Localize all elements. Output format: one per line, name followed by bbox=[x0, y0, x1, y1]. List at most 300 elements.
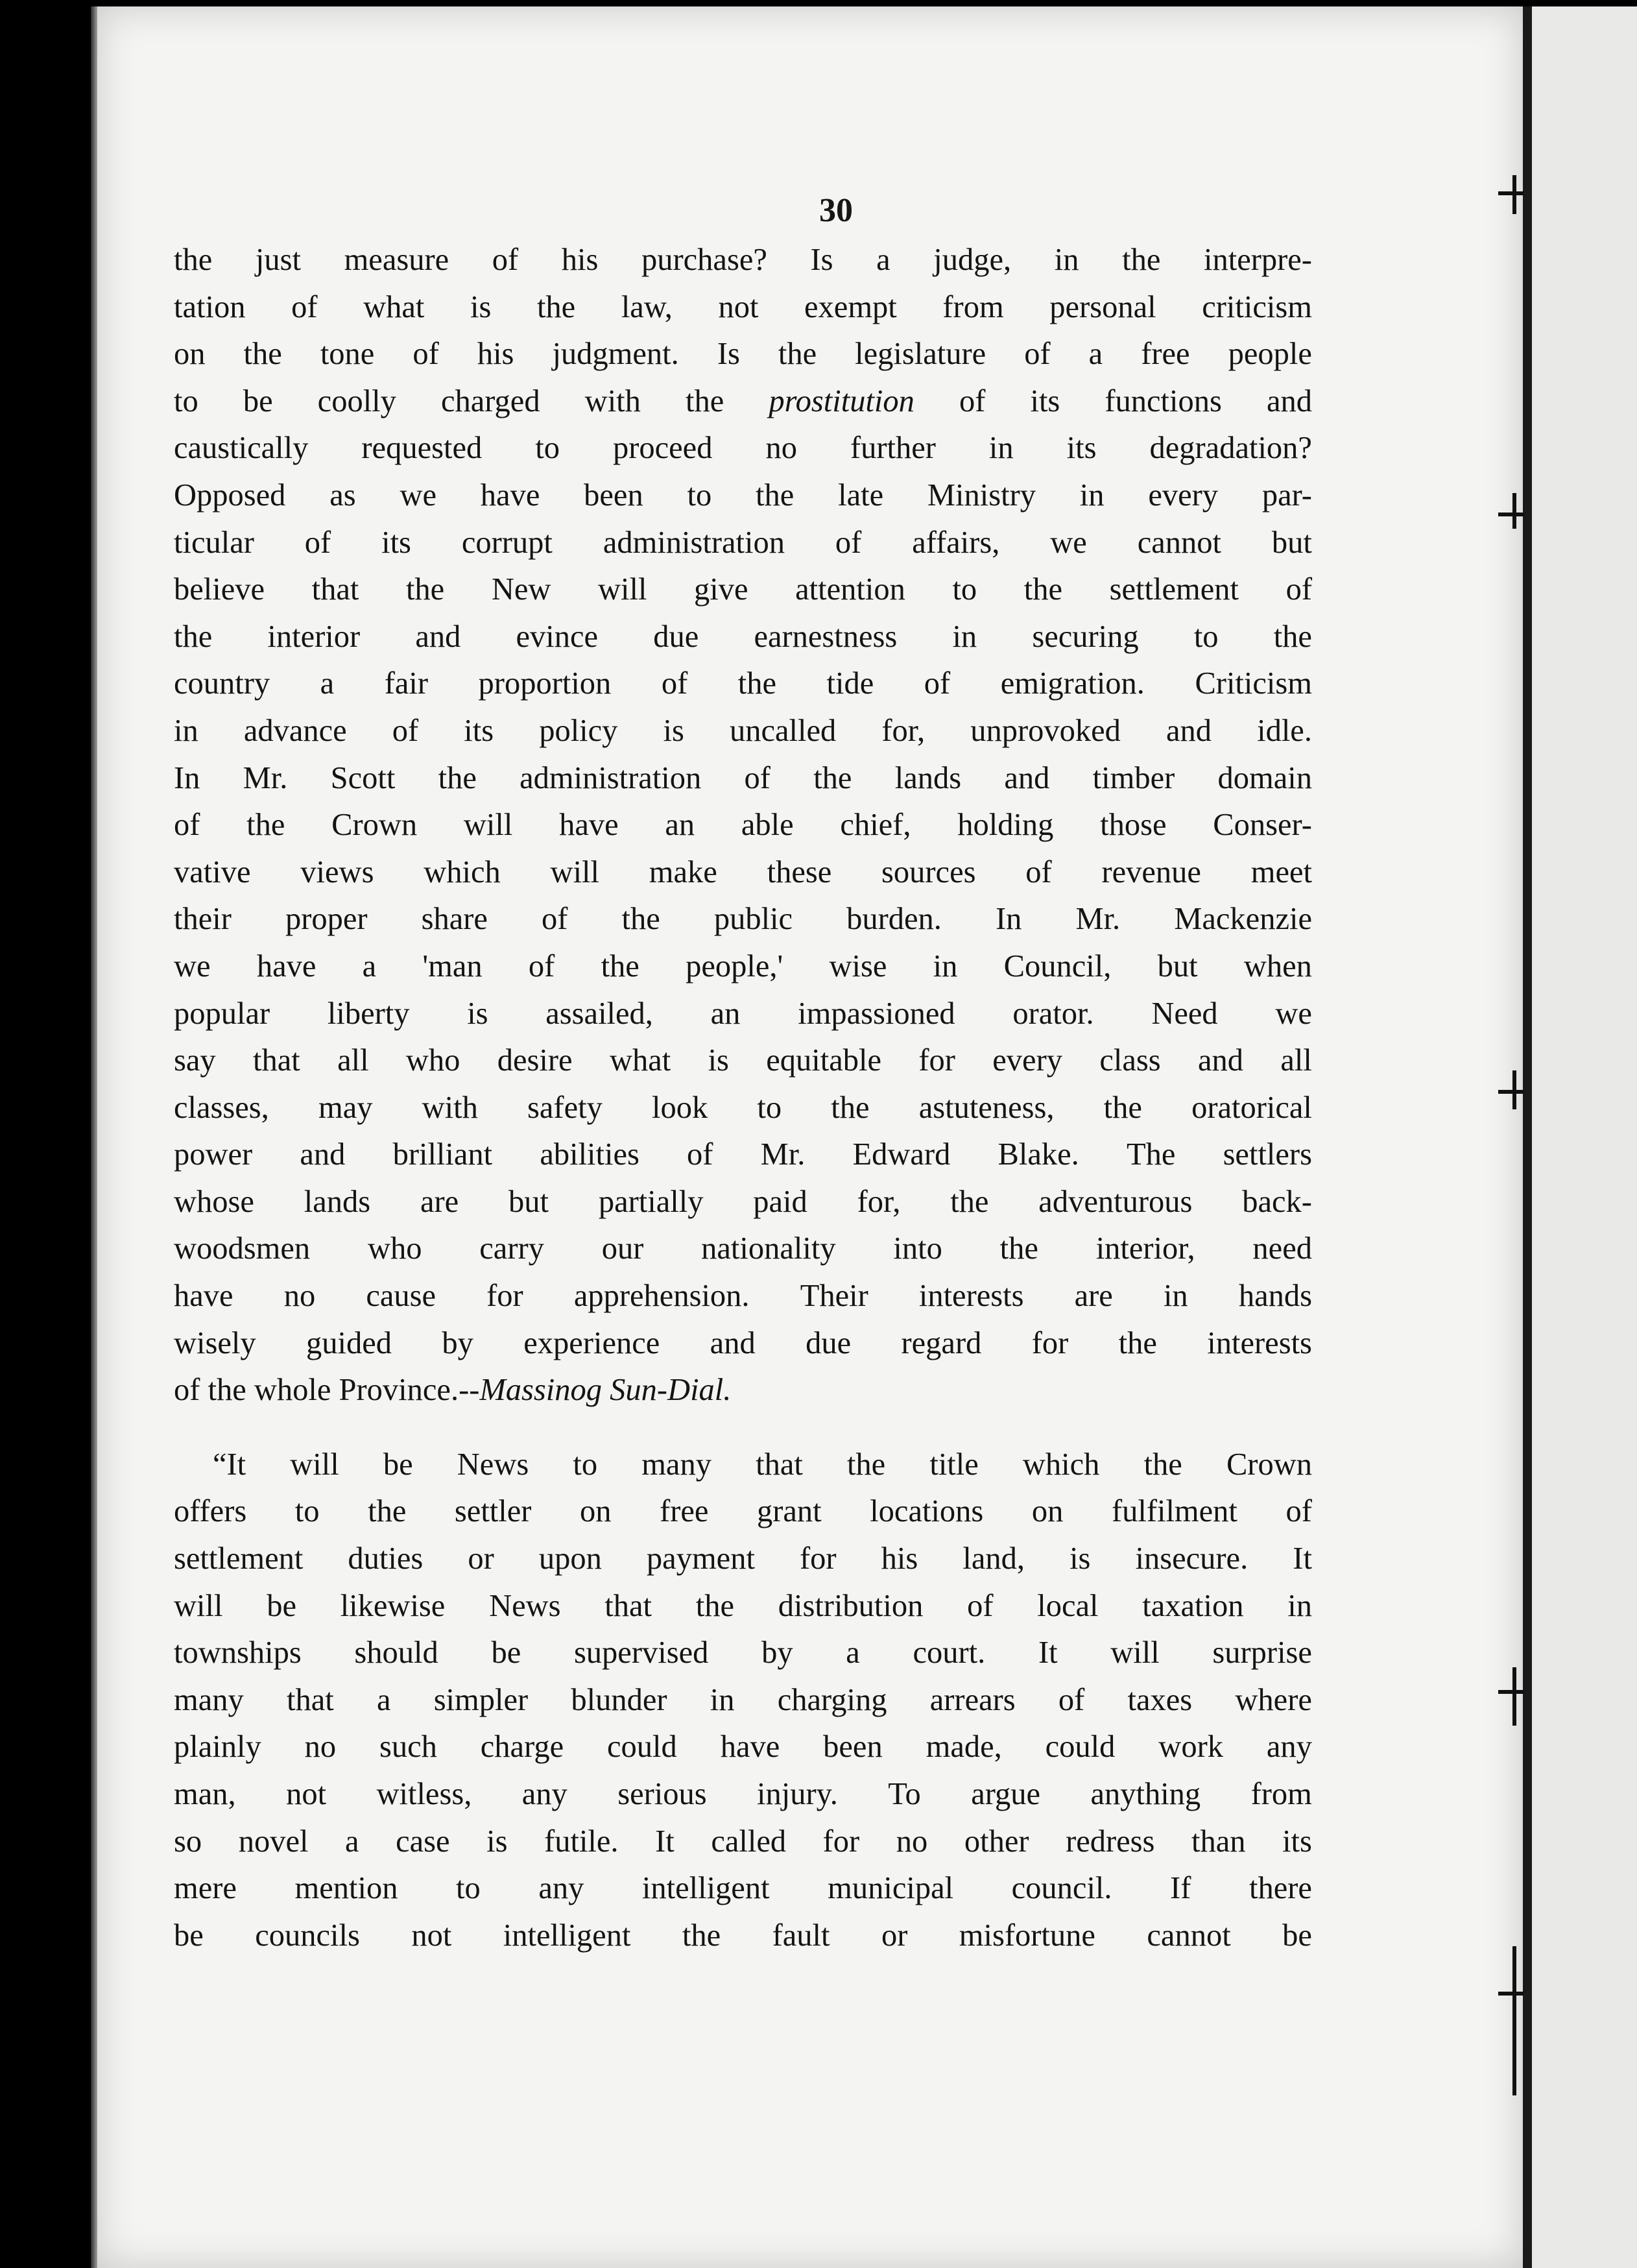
text-line bbox=[174, 708, 1312, 755]
word: simpler bbox=[433, 1682, 529, 1717]
word: tone bbox=[320, 337, 375, 372]
word: to bbox=[573, 1447, 598, 1482]
word: Mr. bbox=[760, 1137, 806, 1172]
word: to bbox=[687, 477, 712, 513]
word: we bbox=[400, 477, 436, 513]
word: back- bbox=[1242, 1184, 1312, 1219]
word: all bbox=[1280, 1043, 1312, 1078]
word: astuteness, bbox=[918, 1090, 1055, 1125]
word: in bbox=[1163, 1279, 1188, 1314]
word: need bbox=[1252, 1231, 1312, 1266]
text-line bbox=[174, 472, 1312, 520]
word: every bbox=[992, 1043, 1062, 1078]
word: redress bbox=[1066, 1824, 1155, 1859]
word: have bbox=[256, 948, 317, 983]
text-segment: of the whole Province.-- bbox=[174, 1373, 480, 1408]
word: of bbox=[291, 289, 318, 324]
word: such bbox=[379, 1730, 437, 1765]
word: of bbox=[744, 760, 771, 795]
word: 'man bbox=[422, 948, 483, 983]
word: emigration. bbox=[1000, 666, 1145, 701]
word: regard bbox=[901, 1325, 982, 1360]
word: upon bbox=[538, 1541, 602, 1576]
word: To bbox=[888, 1777, 921, 1811]
word: their bbox=[174, 902, 232, 937]
word: a bbox=[1088, 337, 1103, 372]
text-line bbox=[174, 1677, 1312, 1724]
word: Mackenzie bbox=[1174, 902, 1312, 937]
word: Need bbox=[1151, 996, 1218, 1031]
word: free bbox=[660, 1494, 709, 1529]
word: the bbox=[1023, 572, 1063, 607]
word: all bbox=[337, 1043, 369, 1078]
word: corrupt bbox=[461, 525, 553, 560]
word: the bbox=[778, 337, 817, 372]
word: give bbox=[694, 572, 748, 607]
word: of bbox=[528, 948, 555, 983]
word: been bbox=[823, 1730, 883, 1765]
word: local bbox=[1037, 1588, 1099, 1623]
word: should bbox=[354, 1635, 438, 1671]
word: what bbox=[609, 1043, 671, 1078]
text-line bbox=[174, 943, 1312, 991]
word: is bbox=[467, 996, 488, 1031]
word: interests bbox=[1207, 1325, 1312, 1360]
word: the bbox=[405, 572, 445, 607]
word: that bbox=[286, 1682, 334, 1717]
word: a bbox=[320, 666, 335, 701]
word: of bbox=[392, 713, 419, 748]
word: requested bbox=[361, 431, 483, 466]
word: wisely bbox=[174, 1325, 256, 1360]
word: will bbox=[463, 808, 513, 843]
word: many bbox=[174, 1682, 244, 1717]
word: other bbox=[964, 1824, 1029, 1859]
word: woodsmen bbox=[174, 1231, 311, 1266]
text-line bbox=[174, 896, 1312, 943]
word: the bbox=[174, 243, 213, 277]
word: land, bbox=[962, 1541, 1025, 1576]
word: to bbox=[1193, 619, 1219, 654]
word: but bbox=[508, 1184, 549, 1219]
word: its bbox=[1066, 431, 1097, 466]
word: of bbox=[687, 1137, 713, 1172]
word: attention bbox=[795, 572, 905, 607]
word: argue bbox=[971, 1777, 1041, 1811]
word: experience bbox=[523, 1325, 660, 1360]
text-line bbox=[174, 849, 1312, 897]
word: we bbox=[174, 948, 211, 983]
word: any bbox=[1266, 1730, 1312, 1765]
binding-mark bbox=[1512, 1070, 1516, 1109]
word: an bbox=[665, 808, 695, 843]
text-line bbox=[174, 614, 1312, 661]
word: of bbox=[959, 383, 986, 418]
word: partially bbox=[598, 1184, 704, 1219]
word: the bbox=[695, 1588, 734, 1623]
word: carry bbox=[479, 1231, 544, 1266]
word: tation bbox=[174, 289, 246, 324]
word: settlement bbox=[174, 1541, 304, 1576]
word: that bbox=[311, 572, 359, 607]
word: of bbox=[1285, 1494, 1312, 1529]
word: any bbox=[538, 1871, 584, 1906]
word: with bbox=[584, 383, 641, 418]
word: prostitution bbox=[769, 383, 914, 418]
word: class bbox=[1099, 1043, 1161, 1078]
word: taxes bbox=[1127, 1682, 1193, 1717]
word: to bbox=[535, 431, 560, 466]
word: which bbox=[1022, 1447, 1100, 1482]
word: we bbox=[1050, 525, 1087, 560]
word: measure bbox=[344, 243, 449, 277]
word: arrears bbox=[929, 1682, 1016, 1717]
word: share bbox=[421, 902, 488, 937]
word: anything bbox=[1090, 1777, 1201, 1811]
word: supervised bbox=[573, 1635, 709, 1671]
word: not bbox=[718, 289, 759, 324]
word: of bbox=[304, 525, 331, 560]
word: have bbox=[480, 477, 540, 513]
text-line bbox=[174, 1818, 1312, 1866]
word: Their bbox=[800, 1279, 868, 1314]
word: whose bbox=[174, 1184, 254, 1219]
word: Criticism bbox=[1195, 666, 1312, 701]
word: a bbox=[362, 948, 377, 983]
word: could bbox=[607, 1730, 677, 1765]
word: the bbox=[1122, 243, 1161, 277]
word: just bbox=[255, 243, 301, 277]
word: will bbox=[550, 854, 599, 889]
word: wise bbox=[829, 948, 887, 983]
binding-mark bbox=[1498, 1690, 1524, 1694]
word: or bbox=[881, 1918, 908, 1953]
word: of bbox=[1285, 572, 1312, 607]
word: with bbox=[422, 1090, 478, 1125]
word: in bbox=[933, 948, 958, 983]
word: The bbox=[1126, 1137, 1176, 1172]
word: administration bbox=[603, 525, 785, 560]
word: oratorical bbox=[1191, 1090, 1312, 1125]
word: distribution bbox=[778, 1588, 924, 1623]
word: guided bbox=[306, 1325, 392, 1360]
word: a bbox=[876, 243, 890, 277]
word: of bbox=[924, 666, 951, 701]
word: be bbox=[267, 1588, 296, 1623]
text-line bbox=[174, 1085, 1312, 1132]
word: and bbox=[710, 1325, 756, 1360]
binding-mark bbox=[1498, 513, 1524, 516]
word: people,' bbox=[686, 948, 783, 983]
word: townships bbox=[174, 1635, 302, 1671]
word: but bbox=[1271, 525, 1312, 560]
word: these bbox=[767, 854, 832, 889]
word: no bbox=[304, 1730, 337, 1765]
attribution: Massinog Sun-Dial. bbox=[479, 1373, 732, 1408]
word: will bbox=[597, 572, 647, 607]
word: interior bbox=[267, 619, 361, 654]
word: chief, bbox=[840, 808, 911, 843]
word: serious bbox=[617, 1777, 707, 1811]
word: for bbox=[918, 1043, 955, 1078]
word: insecure. bbox=[1135, 1541, 1249, 1576]
word: which bbox=[424, 854, 501, 889]
word: is bbox=[1069, 1541, 1091, 1576]
word: be bbox=[1282, 1918, 1312, 1953]
word: sources bbox=[881, 854, 976, 889]
word: any bbox=[521, 1777, 568, 1811]
word: be bbox=[243, 383, 273, 418]
word: have bbox=[174, 1279, 233, 1314]
word: of bbox=[967, 1588, 994, 1623]
word: charging bbox=[777, 1682, 887, 1717]
word: been bbox=[584, 477, 643, 513]
word: settlement bbox=[1109, 572, 1239, 607]
word: exempt bbox=[804, 289, 897, 324]
word: public bbox=[713, 902, 793, 937]
word: the bbox=[1273, 619, 1312, 654]
word: is bbox=[470, 289, 492, 324]
word: surprise bbox=[1212, 1635, 1312, 1671]
word: fulfilment bbox=[1111, 1494, 1237, 1529]
word: views bbox=[300, 854, 374, 889]
word: a bbox=[846, 1635, 860, 1671]
word: case bbox=[396, 1824, 450, 1859]
word: as bbox=[329, 477, 356, 513]
word: to bbox=[456, 1871, 481, 1906]
word: the bbox=[1118, 1325, 1157, 1360]
text-line bbox=[174, 1442, 1312, 1489]
word: in bbox=[1287, 1588, 1312, 1623]
binding-mark bbox=[1512, 1667, 1516, 1726]
word: country bbox=[174, 666, 270, 701]
word: for bbox=[800, 1541, 837, 1576]
word: no bbox=[283, 1279, 316, 1314]
text-line bbox=[174, 1488, 1312, 1536]
word: offers bbox=[174, 1494, 247, 1529]
word: on bbox=[174, 337, 206, 372]
word: no bbox=[765, 431, 797, 466]
word: New bbox=[491, 572, 551, 607]
word: for bbox=[822, 1824, 860, 1859]
word: domain bbox=[1217, 760, 1312, 795]
word: It bbox=[655, 1824, 675, 1859]
word: Crown bbox=[331, 808, 418, 843]
word: of bbox=[661, 666, 688, 701]
word: council. bbox=[1011, 1871, 1112, 1906]
word: of bbox=[412, 337, 439, 372]
word: advance bbox=[243, 713, 347, 748]
word: settlers bbox=[1223, 1137, 1312, 1172]
word: apprehension. bbox=[573, 1279, 750, 1314]
word: Conser- bbox=[1213, 808, 1312, 843]
word: securing bbox=[1032, 619, 1139, 654]
word: hands bbox=[1238, 1279, 1312, 1314]
word: If bbox=[1170, 1871, 1191, 1906]
word: plainly bbox=[174, 1730, 261, 1765]
binding-mark bbox=[1498, 1090, 1524, 1094]
text-line bbox=[174, 1912, 1312, 1960]
text-line bbox=[174, 660, 1312, 708]
word: its bbox=[1282, 1824, 1312, 1859]
word: his bbox=[561, 243, 599, 277]
word: payment bbox=[646, 1541, 755, 1576]
text-line bbox=[174, 1630, 1312, 1677]
word: par- bbox=[1261, 477, 1312, 513]
word: make bbox=[649, 854, 717, 889]
word: is bbox=[663, 713, 684, 748]
word: the bbox=[438, 760, 477, 795]
word: his bbox=[477, 337, 514, 372]
word: equitable bbox=[766, 1043, 882, 1078]
word: Edward bbox=[852, 1137, 951, 1172]
word: mere bbox=[174, 1871, 237, 1906]
word: on bbox=[1031, 1494, 1064, 1529]
word: intelligent bbox=[641, 1871, 770, 1906]
word: people bbox=[1228, 337, 1312, 372]
word: the bbox=[1103, 1090, 1142, 1125]
binding-mark bbox=[1512, 493, 1516, 529]
word: is bbox=[486, 1824, 508, 1859]
page-number: 30 bbox=[819, 192, 853, 229]
word: on bbox=[580, 1494, 612, 1529]
word: is bbox=[708, 1043, 729, 1078]
word: futile. bbox=[544, 1824, 619, 1859]
word: criticism bbox=[1202, 289, 1312, 324]
word: to bbox=[294, 1494, 320, 1529]
word: called bbox=[711, 1824, 787, 1859]
word: will bbox=[1110, 1635, 1160, 1671]
word: not bbox=[286, 1777, 327, 1811]
word: judge, bbox=[933, 243, 1012, 277]
text-line bbox=[174, 755, 1312, 802]
word: made, bbox=[926, 1730, 1002, 1765]
word: tide bbox=[826, 666, 874, 701]
word: It bbox=[1038, 1635, 1058, 1671]
word: of bbox=[492, 243, 519, 277]
word: witless, bbox=[376, 1777, 472, 1811]
text-line bbox=[174, 378, 1312, 426]
text-line bbox=[174, 425, 1312, 472]
word: or bbox=[468, 1541, 494, 1576]
word: of bbox=[1058, 1682, 1085, 1717]
word: its bbox=[1030, 383, 1060, 418]
word: in bbox=[988, 431, 1014, 466]
word: every bbox=[1148, 477, 1219, 513]
word: so bbox=[174, 1824, 202, 1859]
word: who bbox=[405, 1043, 460, 1078]
word: law, bbox=[621, 289, 673, 324]
word: Mr. bbox=[243, 760, 288, 795]
word: councils bbox=[255, 1918, 360, 1953]
word: judgment. bbox=[552, 337, 679, 372]
word: revenue bbox=[1101, 854, 1201, 889]
word: Is bbox=[810, 243, 833, 277]
word: by bbox=[761, 1635, 793, 1671]
text-line bbox=[174, 1771, 1312, 1818]
word: misfortune bbox=[959, 1918, 1095, 1953]
word: of bbox=[174, 808, 200, 843]
word: late bbox=[838, 477, 884, 513]
binding-mark bbox=[1498, 191, 1524, 195]
word: have bbox=[559, 808, 619, 843]
word: degradation? bbox=[1149, 431, 1312, 466]
word: his bbox=[881, 1541, 918, 1576]
word: grant bbox=[756, 1494, 822, 1529]
word: and bbox=[1165, 713, 1212, 748]
word: brilliant bbox=[392, 1137, 493, 1172]
word: cannot bbox=[1137, 525, 1221, 560]
word: Crown bbox=[1226, 1447, 1312, 1482]
word: further bbox=[850, 431, 936, 466]
word: be bbox=[174, 1918, 204, 1953]
word: timber bbox=[1092, 760, 1175, 795]
word: policy bbox=[539, 713, 618, 748]
word: than bbox=[1191, 1824, 1246, 1859]
word: caustically bbox=[174, 431, 309, 466]
word: Opposed bbox=[174, 477, 286, 513]
word: and bbox=[1266, 383, 1312, 418]
word: likewise bbox=[340, 1588, 446, 1623]
word: the bbox=[682, 1918, 721, 1953]
word: the bbox=[950, 1184, 989, 1219]
word: the bbox=[737, 666, 777, 701]
word: of bbox=[542, 902, 568, 937]
word: In bbox=[995, 902, 1022, 937]
paragraph-1-last-line bbox=[174, 1367, 1312, 1414]
word: due bbox=[653, 619, 699, 654]
word: but bbox=[1157, 948, 1198, 983]
facing-page-edge bbox=[1532, 6, 1637, 2268]
word: in bbox=[952, 619, 977, 654]
word: the bbox=[846, 1447, 886, 1482]
binding-mark bbox=[1512, 175, 1516, 214]
word: fair bbox=[384, 666, 429, 701]
word: lands bbox=[894, 760, 962, 795]
word: safety bbox=[527, 1090, 603, 1125]
word: functions bbox=[1105, 383, 1222, 418]
word: have bbox=[720, 1730, 780, 1765]
word: News bbox=[457, 1447, 529, 1482]
text-line bbox=[174, 1865, 1312, 1912]
word: coolly bbox=[317, 383, 396, 418]
word: cannot bbox=[1147, 1918, 1231, 1953]
word: meet bbox=[1250, 854, 1312, 889]
word: to bbox=[174, 383, 198, 418]
word: settler bbox=[454, 1494, 532, 1529]
binding-mark bbox=[1512, 1946, 1516, 2095]
text-line bbox=[174, 520, 1312, 567]
word: locations bbox=[870, 1494, 984, 1529]
word: ticular bbox=[174, 525, 254, 560]
word: the bbox=[368, 1494, 407, 1529]
text-line bbox=[174, 1724, 1312, 1771]
word: the bbox=[685, 383, 724, 418]
paragraph-2 bbox=[174, 1442, 1312, 1960]
word: paid bbox=[753, 1184, 807, 1219]
text-line bbox=[174, 802, 1312, 849]
word: proceed bbox=[612, 431, 713, 466]
word: idle. bbox=[1257, 713, 1312, 748]
word: the bbox=[756, 477, 795, 513]
word: of bbox=[1025, 854, 1052, 889]
word: in bbox=[1054, 243, 1079, 277]
word: orator. bbox=[1012, 996, 1094, 1031]
word: the bbox=[536, 289, 576, 324]
word: classes, bbox=[174, 1090, 269, 1125]
text-line bbox=[174, 1037, 1312, 1085]
word: interior, bbox=[1095, 1231, 1195, 1266]
